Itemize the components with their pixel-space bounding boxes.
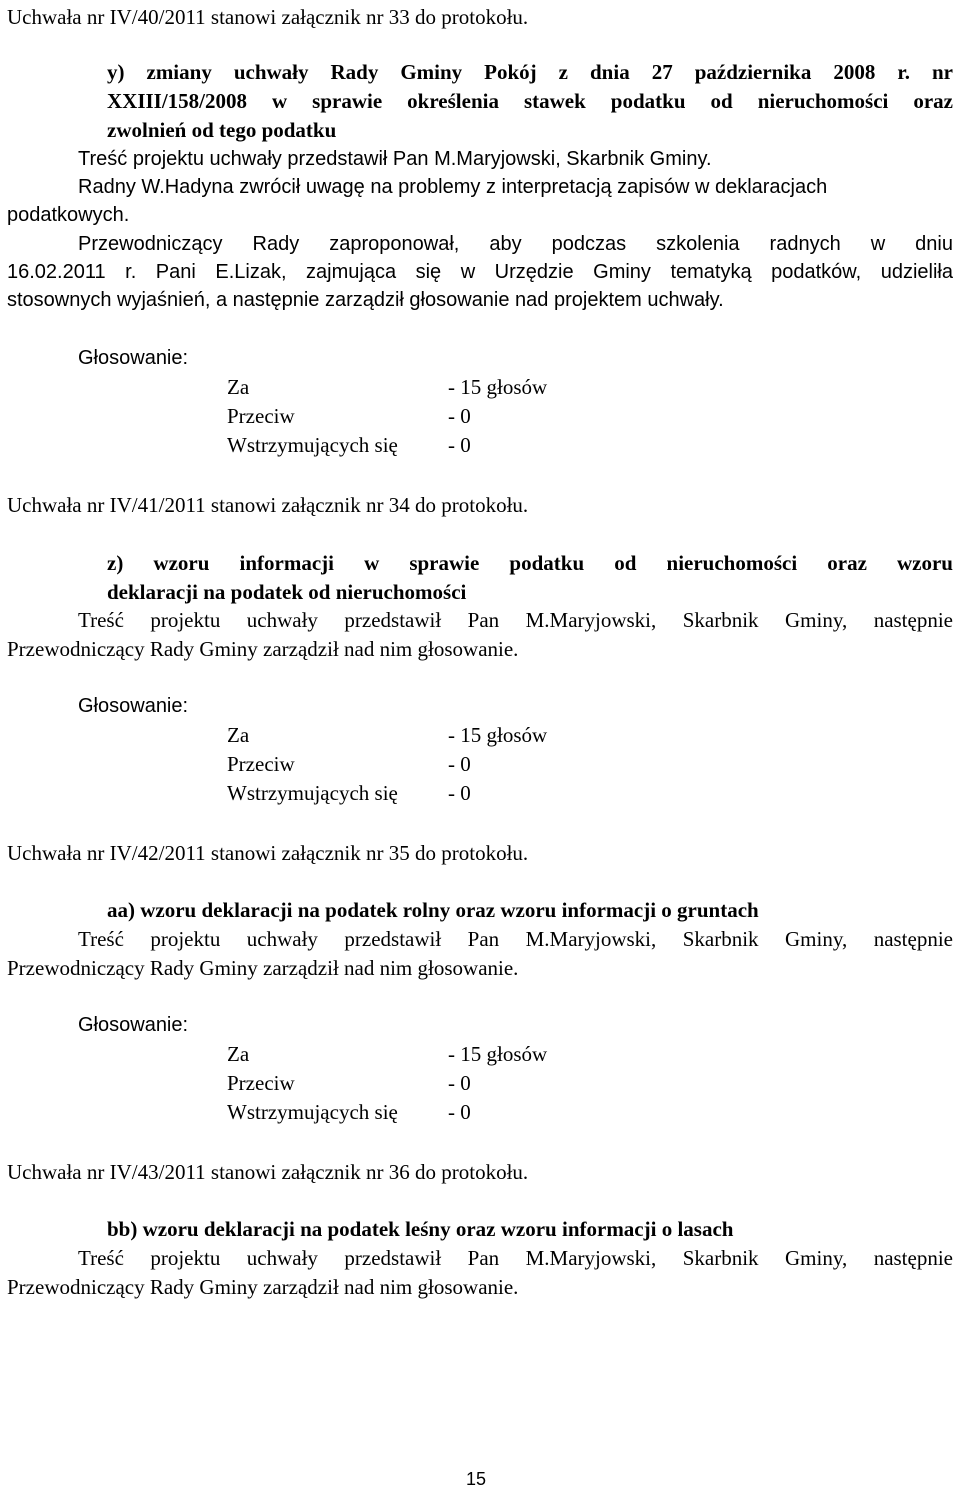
paragraph-line: Przewodniczący Rady Gminy zarządził nad nim głosowanie. xyxy=(7,1275,519,1299)
vote-label: Głosowanie: xyxy=(78,1014,189,1036)
paragraph-line: 16.02.2011 r. Pani E.Lizak, zajmująca się w Urzędzie Gminy tematyką podatków, udzieliła xyxy=(7,261,953,283)
vote-for-label: Za xyxy=(227,1042,250,1066)
vote-against-value: - 0 xyxy=(448,404,471,428)
item-heading-line: zwolnień od tego podatku xyxy=(107,118,337,142)
paragraph-line: Przewodniczący Rady Gminy zarządził nad nim głosowanie. xyxy=(7,637,519,661)
paragraph-line: Przewodniczący Rady zaproponował, aby podczas szkolenia radnych w dniu xyxy=(78,233,953,255)
item-heading: bb) wzoru deklaracji na podatek leśny oraz wzoru informacji o lasach xyxy=(107,1217,734,1241)
vote-for-value: - 15 głosów xyxy=(448,375,548,399)
vote-abstain-value: - 0 xyxy=(448,781,471,805)
vote-against-value: - 0 xyxy=(448,1071,471,1095)
paragraph-line: Przewodniczący Rady Gminy zarządził nad nim głosowanie. xyxy=(7,956,519,980)
item-heading-line: XXIII/158/2008 w sprawie określenia stawek podatku od nieruchomości oraz xyxy=(107,89,953,113)
vote-for-label: Za xyxy=(227,723,250,747)
vote-against-label: Przeciw xyxy=(227,404,295,428)
vote-against-value: - 0 xyxy=(448,752,471,776)
vote-abstain-value: - 0 xyxy=(448,1100,471,1124)
resolution-note: Uchwała nr IV/42/2011 stanowi załącznik nr 35 do protokołu. xyxy=(7,841,529,865)
vote-against-label: Przeciw xyxy=(227,752,295,776)
page-number: 15 xyxy=(466,1469,487,1489)
paragraph-line: Radny W.Hadyna zwrócił uwagę na problemy z interpretacją zapisów w deklaracjach xyxy=(78,176,828,198)
item-heading-line: z) wzoru informacji w sprawie podatku od nieruchomości oraz wzoru xyxy=(107,551,953,575)
item-heading-line: deklaracji na podatek od nieruchomości xyxy=(107,580,467,604)
vote-abstain-label: Wstrzymujących się xyxy=(227,781,398,805)
vote-label: Głosowanie: xyxy=(78,695,189,717)
paragraph-line: Treść projektu uchwały przedstawił Pan M.Maryjowski, Skarbnik Gminy, następnie xyxy=(78,608,953,632)
vote-abstain-label: Wstrzymujących się xyxy=(227,433,398,457)
vote-against-label: Przeciw xyxy=(227,1071,295,1095)
paragraph-line: stosownych wyjaśnień, a następnie zarządził głosowanie nad projektem uchwały. xyxy=(7,289,724,311)
vote-for-value: - 15 głosów xyxy=(448,1042,548,1066)
item-heading-line: y) zmiany uchwały Rady Gminy Pokój z dnia 27 października 2008 r. nr xyxy=(107,60,953,84)
resolution-note: Uchwała nr IV/43/2011 stanowi załącznik nr 36 do protokołu. xyxy=(7,1160,529,1184)
paragraph-line: Treść projektu uchwały przedstawił Pan M.Maryjowski, Skarbnik Gminy, następnie xyxy=(78,927,953,951)
vote-for-label: Za xyxy=(227,375,250,399)
resolution-note: Uchwała nr IV/40/2011 stanowi załącznik nr 33 do protokołu. xyxy=(7,5,529,29)
resolution-note: Uchwała nr IV/41/2011 stanowi załącznik nr 34 do protokołu. xyxy=(7,493,529,517)
vote-for-value: - 15 głosów xyxy=(448,723,548,747)
paragraph-line: Treść projektu uchwały przedstawił Pan M.Maryjowski, Skarbnik Gminy, następnie xyxy=(78,1246,953,1270)
paragraph-line: Treść projektu uchwały przedstawił Pan M.Maryjowski, Skarbnik Gminy. xyxy=(78,148,712,170)
vote-abstain-value: - 0 xyxy=(448,433,471,457)
vote-abstain-label: Wstrzymujących się xyxy=(227,1100,398,1124)
vote-label: Głosowanie: xyxy=(78,347,189,369)
paragraph-line: podatkowych. xyxy=(7,204,130,226)
item-heading: aa) wzoru deklaracji na podatek rolny oraz wzoru informacji o gruntach xyxy=(107,898,759,922)
